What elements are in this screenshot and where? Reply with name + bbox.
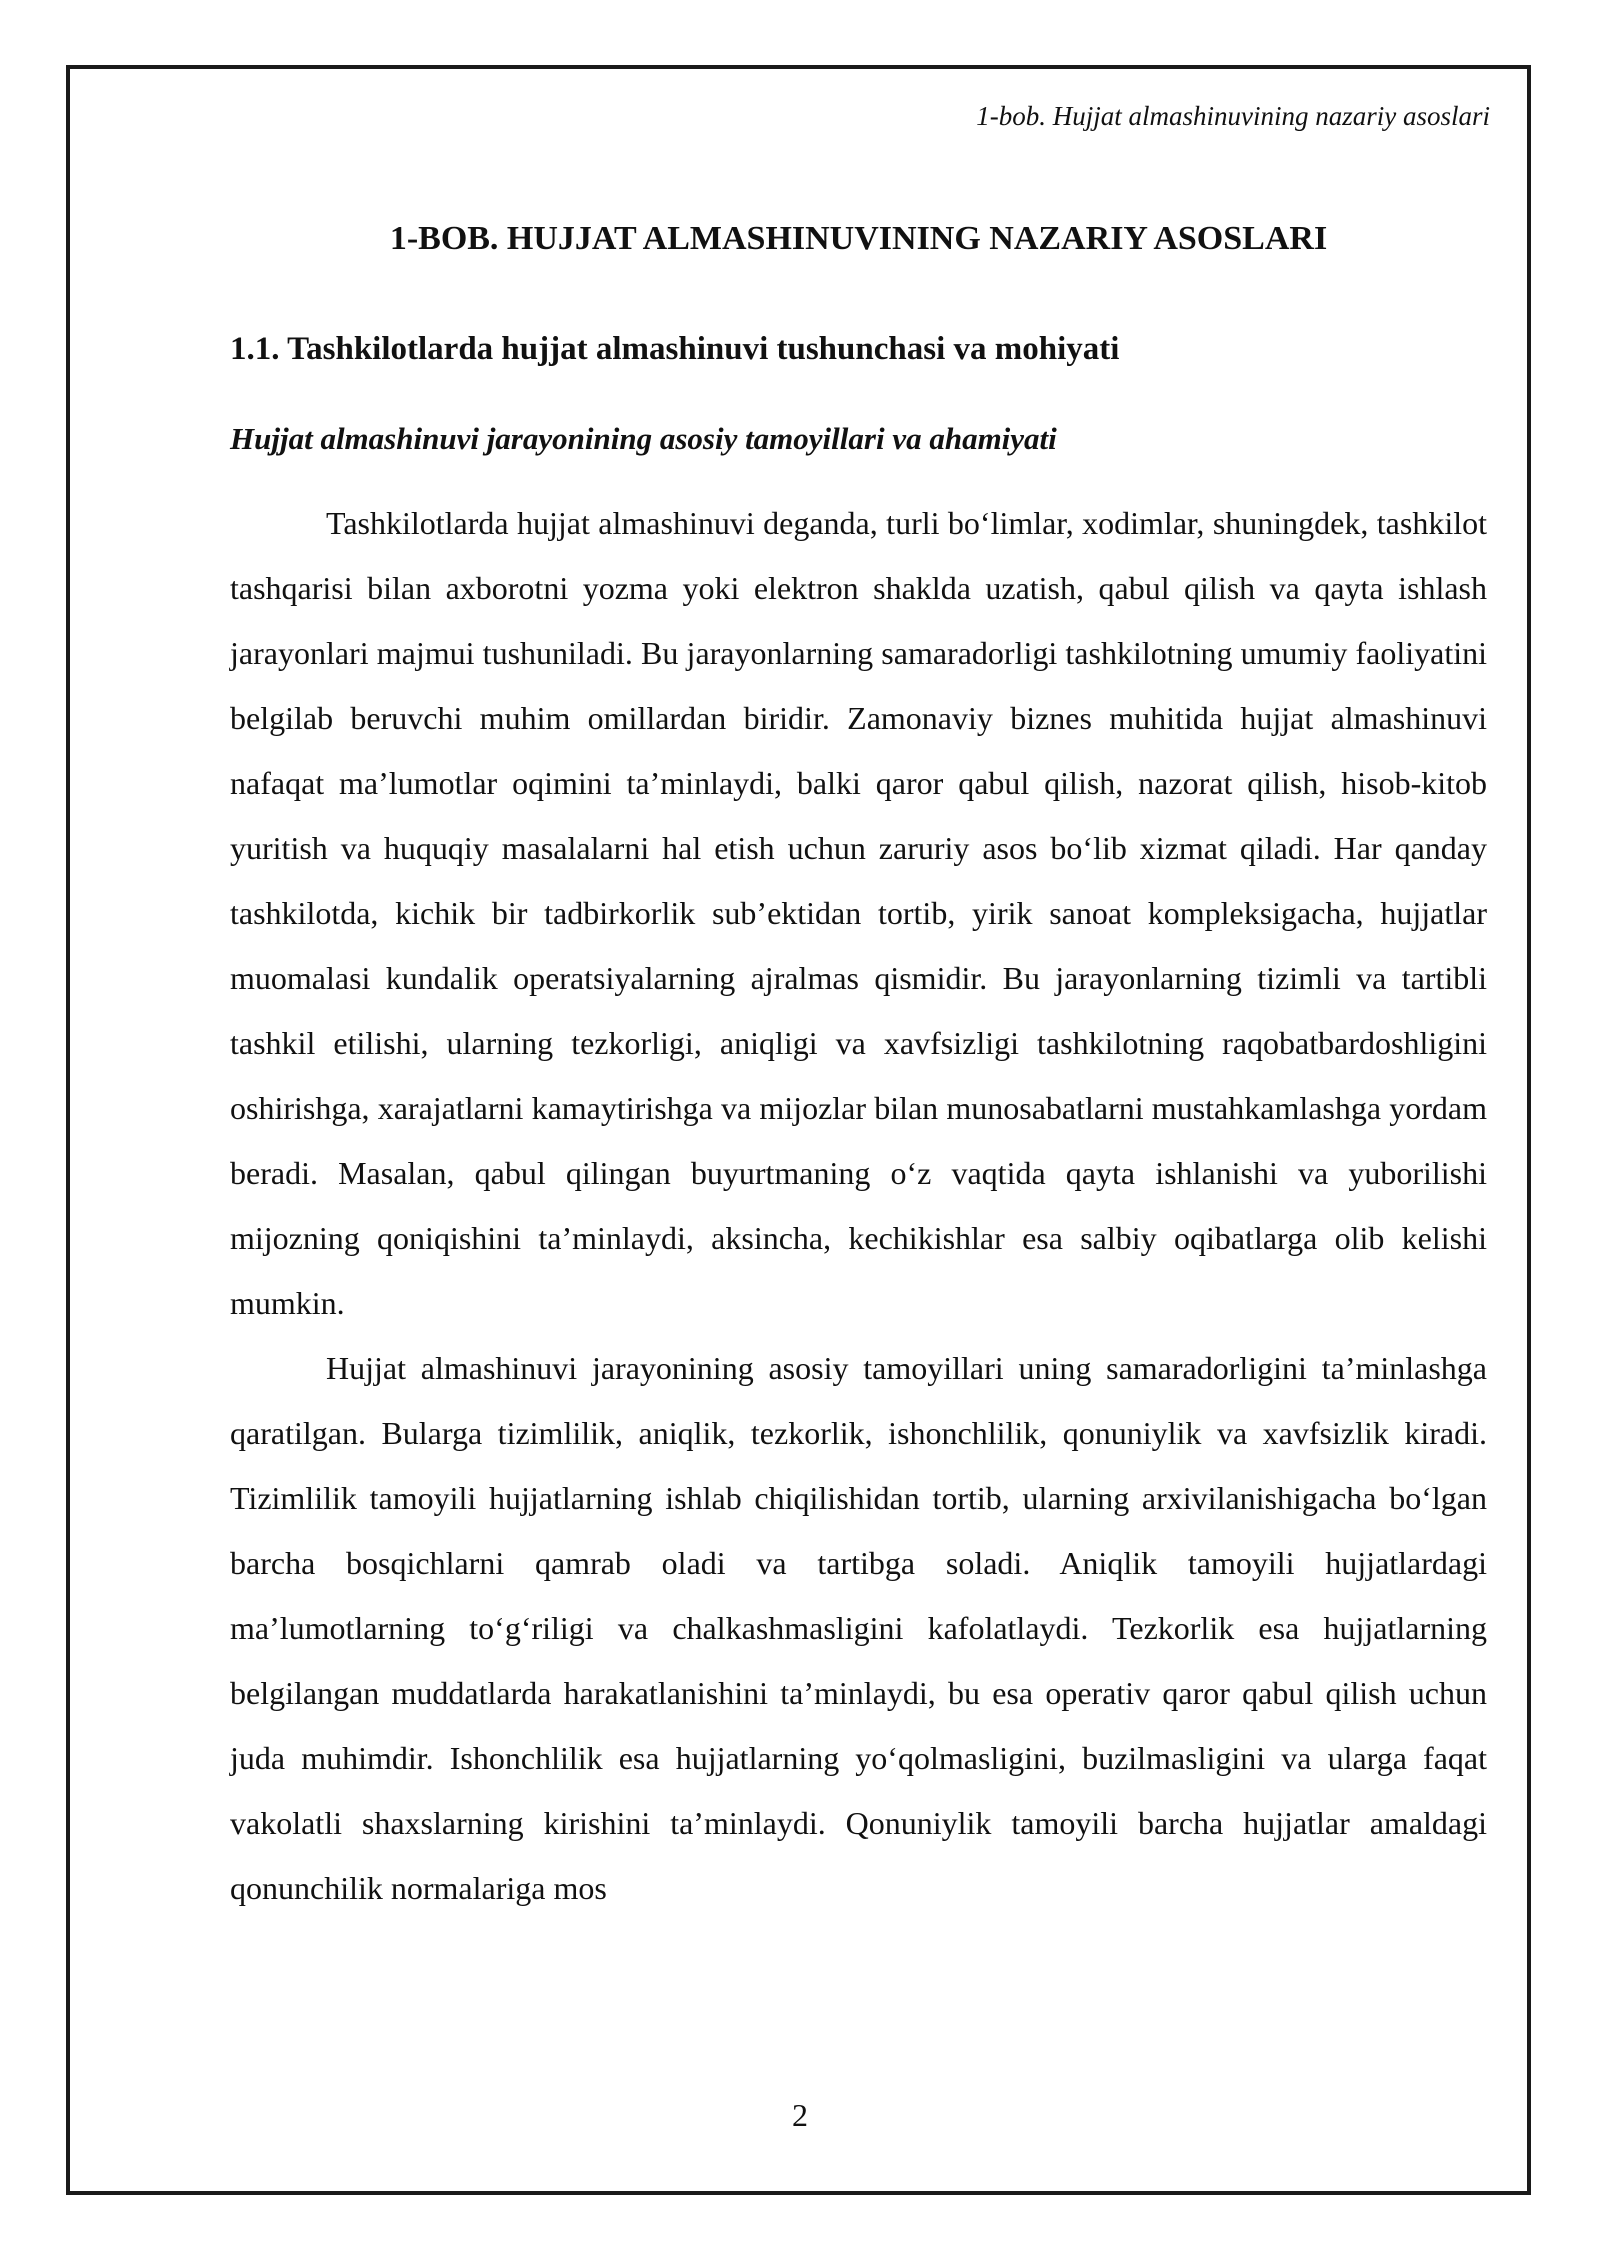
paragraph: Hujjat almashinuvi jarayonining asosiy tamoyillari uning samaradorligini ta’minlashga qaratilgan. Bularga tizimlilik, aniqlik, tezkorlik, ishonchlilik, qonuniylik va xavfsizlik kiradi. Tizimlilik tamoyili hujjatlarning ishlab chiqilishidan tortib, ularning arxivilanishigacha bo‘lgan barcha bosqichlarni qamrab oladi va tartibga soladi. Aniqlik tamoyili hujjatlardagi ma’lumotlarning to‘g‘riligi va chalkashmasligini kafolatlaydi. Tezkorlik esa hujjatlarning belgilangan muddatlarda harakatlanishini ta’minlaydi, bu esa operativ qaror qabul qilish uchun juda muhimdir. Ishonchlilik esa hujjatlarning yo‘qolmasligini, buzilmasligini va ularga faqat vakolatli shaxslarning kirishini ta’minlaydi. Qonuniylik tamoyili barcha hujjatlar amaldagi qonunchilik normalariga mos — [230, 1350, 1487, 1906]
section-title: 1.1. Tashkilotlarda hujjat almashinuvi tushunchasi va mohiyati — [230, 331, 1120, 367]
body-text — [230, 491, 1487, 1921]
chapter-title: 1-BOB. HUJJAT ALMASHINUVINING NAZARIY ASOSLARI — [389, 220, 1328, 257]
paragraph: Tashkilotlarda hujjat almashinuvi deganda, turli bo‘limlar, xodimlar, shuningdek, tashkilot tashqarisi bilan axborotni yozma yoki elektron shaklda uzatish, qabul qilish va qayta ishlash jarayonlari majmui tushuniladi. Bu jarayonlarning samaradorligi tashkilotning umumiy faoliyatini belgilab beruvchi muhim omillardan biridir. Zamonaviy biznes muhitida hujjat almashinuvi nafaqat ma’lumotlar oqimini ta’minlaydi, balki qaror qabul qilish, nazorat qilish, hisob-kitob yuritish va huquqiy masalalarni hal etish uchun zaruriy asos bo‘lib xizmat qiladi. Har qanday tashkilotda, kichik bir tadbirkorlik sub’ektidan tortib, yirik sanoat kompleksigacha, hujjatlar muomalasi kundalik operatsiyalarning ajralmas qismidir. Bu jarayonlarning tizimli va tartibli tashkil etilishi, ularning tezkorligi, aniqligi va xavfsizligi tashkilotning raqobatbardoshligini oshirishga, xarajatlarni kamaytirishga va mijozlar bilan munosabatlarni mustahkamlashga yordam beradi. Masalan, qabul qilingan buyurtmaning o‘z vaqtida qayta ishlanishi va yuborilishi mijozning qoniqishini ta’minlaydi, aksincha, kechikishlar esa salbiy oqibatlarga olib kelishi mumkin. — [230, 505, 1487, 1321]
running-header: 1-bob. Hujjat almashinuvining nazariy asoslari — [976, 101, 1490, 131]
subsection-title: Hujjat almashinuvi jarayonining asosiy tamoyillari va ahamiyati — [230, 421, 1057, 456]
page-number: 2 — [792, 2097, 808, 2133]
